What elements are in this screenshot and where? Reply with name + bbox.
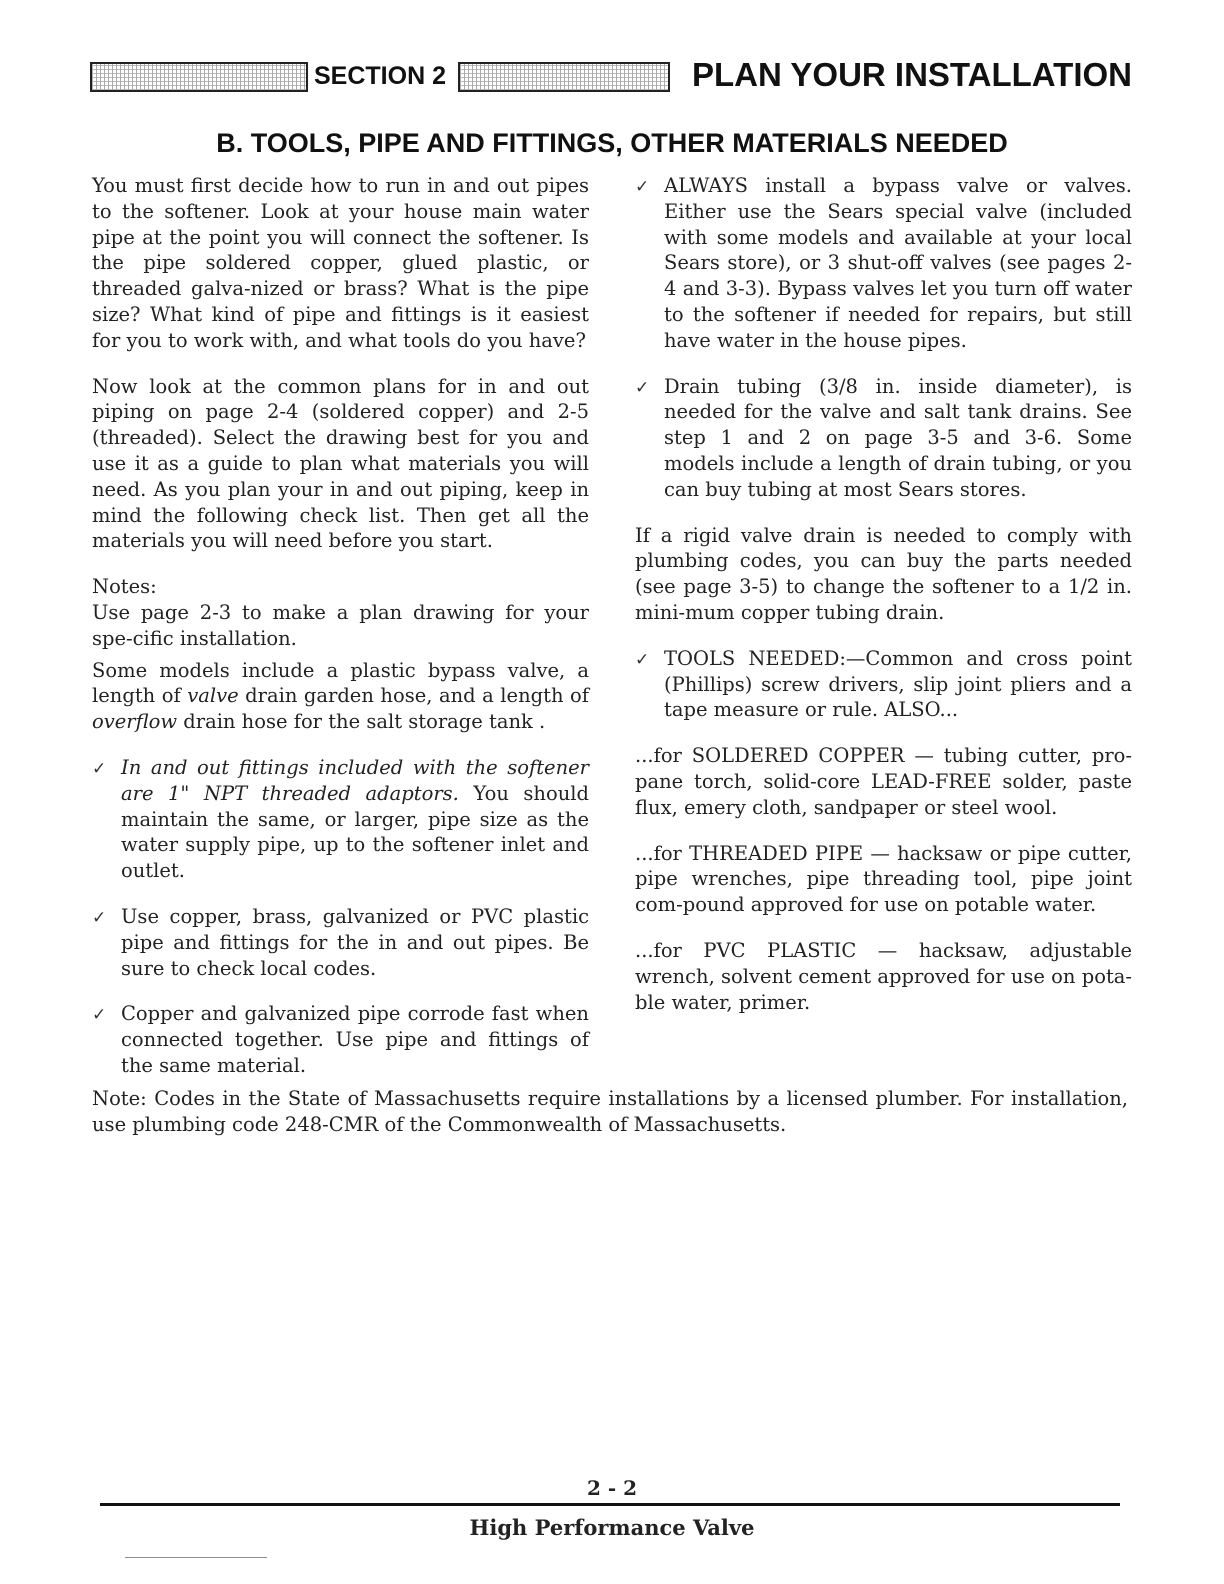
checklist-item-corrosion: ✓ Copper and galvanized pipe corrode fast when connected together. Use pipe and fittings of the same material. (92, 1002, 589, 1077)
right-column (635, 173, 1132, 1035)
checklist-item-bypass: ✓ ALWAYS install a bypass valve or valves. Either use the Sears special valve (included with some models and available at your local Sears store), or 3 shut-off valves (see pages 2-4 and 3-3). Bypass valves let you turn off water to the softener if needed for repairs, but still have water in the house pipes. (635, 174, 1132, 352)
checklist-item-tools: ✓ TOOLS NEEDED:—Common and cross point (Phillips) screw drivers, slip joint pliers and a tape measure or rule. ALSO... (635, 646, 1132, 722)
footer-divider (100, 1503, 1120, 1506)
checkmark-icon: ✓ (635, 649, 650, 670)
checkmark-icon: ✓ (635, 177, 650, 197)
section-label: SECTION 2 (314, 62, 446, 90)
checklist-item-drain-tubing: ✓ Drain tubing (3/8 in. inside diameter), is needed for the valve and salt tank drains. See step 1 and 2 on page 3-5 and 3-6. Some models include a length of drain tubing, or you can buy tubing at most Sears stores. (635, 374, 1132, 501)
notes-paragraph-1: Use page 2-3 to make a plan drawing for your spe-cific installation. (92, 600, 589, 650)
intro-paragraph: You must first decide how to run in and out pipes to the softener. Look at your house main water pipe at the point you will connect the softener. Is the pipe soldered copper, glued plastic, or threaded galva-nized or brass? What is the pipe size? What kind of pipe and fittings is it easiest for you to work with, and what tools do you have? (92, 174, 589, 352)
pvc-plastic-paragraph: ...for PVC PLASTIC — hacksaw, adjustable wrench, solvent cement approved for use on pota-ble water, primer. (635, 938, 1132, 1014)
checkmark-icon: ✓ (635, 377, 650, 398)
left-column (92, 173, 589, 1099)
massachusetts-note: Note: Codes in the State of Massachusetts require installations by a licensed plumber. For installation, use plumbing code 248-CMR of the Commonwealth of Massachusetts. (92, 1087, 1128, 1136)
notes-paragraph-2: Some models include a plastic bypass valve, a length of valve drain garden hose, and a length of overflow drain hose for the salt storage tank . (92, 658, 589, 734)
footer-title: High Performance Valve (469, 1515, 755, 1540)
section-header (90, 56, 1132, 100)
checkmark-icon: ✓ (92, 1005, 107, 1026)
header-pattern-left (90, 62, 308, 92)
page-title: B. TOOLS, PIPE AND FITTINGS, OTHER MATERIALS NEEDED (216, 128, 1008, 158)
checklist-item-pipe-material: ✓ Use copper, brass, galvanized or PVC plastic pipe and fittings for the in and out pipes. Be sure to check local codes. (92, 904, 589, 980)
rigid-drain-paragraph: If a rigid valve drain is needed to comply with plumbing codes, you can buy the parts needed (see page 3-5) to change the softener to a 1/2 in. mini-mum copper tubing drain. (635, 523, 1132, 624)
soldered-copper-paragraph: ...for SOLDERED COPPER — tubing cutter, pro-pane torch, solid-core LEAD-FREE solder, paste flux, emery cloth, sandpaper or steel wool. (635, 744, 1132, 819)
checkmark-icon: ✓ (92, 907, 107, 928)
checklist-item-fittings: ✓ In and out fittings included with the softener are 1" NPT threaded adaptors. You should maintain the same, or larger, pipe size as the water supply pipe, up to the softener inlet and outlet. (92, 755, 589, 883)
header-title: PLAN YOUR INSTALLATION (692, 56, 1132, 93)
link-underline-stub (125, 1557, 267, 1558)
notes-label: Notes: (92, 575, 157, 599)
page-number: 2 - 2 (586, 1476, 638, 1500)
plans-paragraph: Now look at the common plans for in and out piping on page 2-4 (soldered copper) and 2-5 (threaded). Select the drawing best for you and use it as a guide to plan what materials you will need. As you plan your in and out piping, keep in mind the following check list. Then get all the materials you will need before you start. (92, 374, 589, 553)
header-pattern-right (458, 62, 670, 92)
checkmark-icon: ✓ (92, 758, 107, 779)
threaded-pipe-paragraph: ...for THREADED PIPE — hacksaw or pipe cutter, pipe wrenches, pipe threading tool, pipe joint com-pound approved for use on potable water. (635, 841, 1132, 917)
